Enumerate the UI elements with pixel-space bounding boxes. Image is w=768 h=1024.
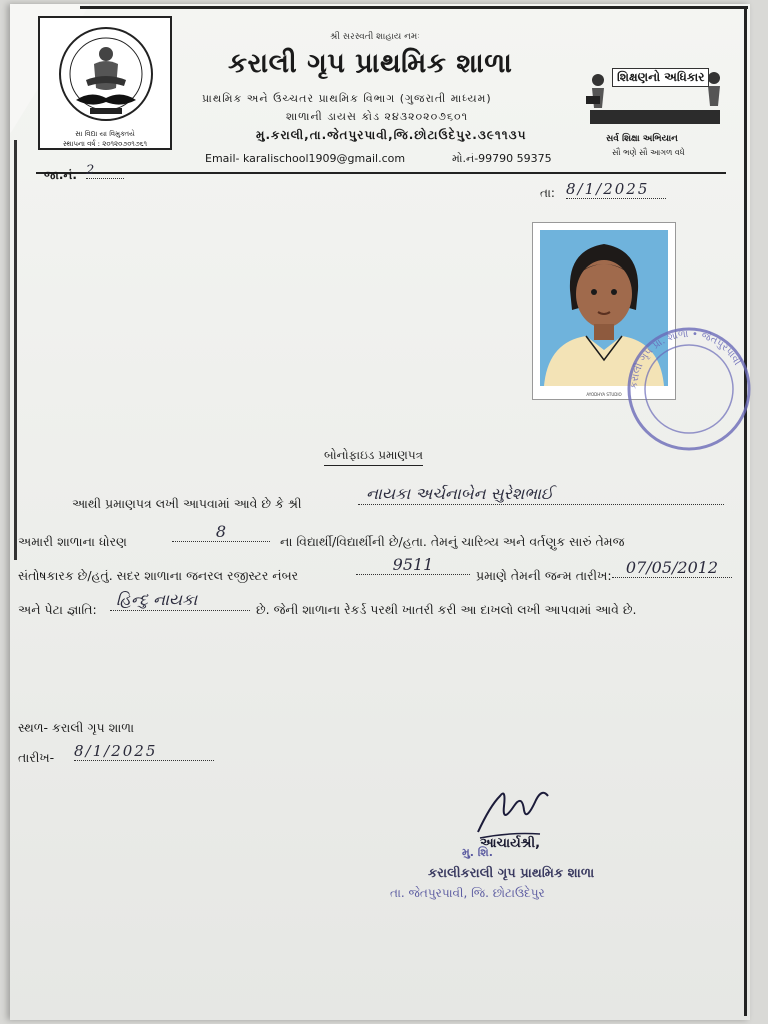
sub-caste: હિન્દુ નાયકા <box>110 590 250 611</box>
photo-studio: AYODHYA STUDIO <box>586 392 622 397</box>
dise-code: શાળાની ડાયસ કોડ ૨૪૩૨૦૨૦૭૬૦૧ <box>286 110 469 123</box>
body-line-1: આથી પ્રમાણપત્ર લખી આપવામાં આવે છે કે શ્રી <box>72 496 302 511</box>
stamp-line-1: મુ. શિ. <box>462 846 493 859</box>
principal-title: આચાર્યશ્રી, <box>480 836 541 851</box>
body-line-4-prefix: અને પેટા જ્ઞાતિ: <box>18 602 97 617</box>
issue-date-label: તા: <box>540 186 555 200</box>
footer-date-label: તારીખ- <box>18 750 55 765</box>
body-line-2-suffix: ના વિદ્યાર્થી/વિદ્યાર્થીની છે/હતા. તેમનું ચારિત્ર્ય અને વર્તણુક સારું તેમજ <box>280 534 625 549</box>
register-number: 9511 <box>356 555 470 575</box>
body-line-3-suffix: પ્રમાણે તેમની જન્મ તારીખ: <box>476 568 612 583</box>
certificate-title: બોનોફાઇડ પ્રમાણપત્ર <box>324 448 423 466</box>
school-mobile: મો.નં-99790 59375 <box>452 152 552 165</box>
saraswati-emblem-icon <box>46 22 166 130</box>
place-text: સ્થળ- કરાલી ગૃપ શાળા <box>18 720 135 735</box>
border-left <box>14 140 17 560</box>
student-standard: 8 <box>172 522 270 542</box>
stamp-line-3: તા. જેતપુરપાવી, જિ. છોટાઉદેપુર <box>390 886 545 900</box>
stamp-line-2: કરાલીકરાલી ગૃપ પ્રાથમિક શાળા <box>428 866 595 881</box>
date-of-birth: 07/05/2012 <box>612 558 732 578</box>
header-divider <box>36 172 726 174</box>
school-address: મુ.કરાલી,તા.જેતપુરપાવી,જિ.છોટાઉદેપુર.૩૯૧૧૩૫ <box>256 128 527 142</box>
seal-text: કરાલી ગૃપ પ્રા. શાળા • જેતપુરપાવી <box>628 328 743 390</box>
school-name: કરાલી ગૃપ પ્રાથમિક શાળા <box>228 48 513 79</box>
ref-number-label: જા.નં. <box>44 168 77 182</box>
student-name: નાયકા અર્ચનાબેન સુરેશભાઈ <box>358 484 724 505</box>
body-line-2-prefix: અમારી શાળાના ધોરણ <box>18 534 127 549</box>
school-email: Email- karalischool1909@gmail.com <box>205 152 406 165</box>
body-line-3-prefix: સંતોષકારક છે/હતું. સદર શાળાના જનરલ રજીસ્ટર નંબર <box>18 568 299 583</box>
ssa-text: સર્વ શિક્ષા અભિયાન <box>606 134 678 144</box>
body-line-4-suffix: છે. જેની શાળાના રેકર્ડ પરથી ખાતરી કરી આ દાખલો લખી આપવામાં આવે છે. <box>256 602 637 617</box>
department-text: પ્રાથમિક અને ઉચ્ચતર પ્રાથમિક વિભાગ (ગુજરાતી માધ્યમ) <box>202 92 492 105</box>
issue-date-value: 8/1/2025 <box>566 180 666 199</box>
school-logo <box>38 16 172 150</box>
rte-bar <box>590 110 720 124</box>
ssa-motto: સૌ ભણે સૌ આગળ વધે <box>612 148 685 157</box>
logo-motto: સા વિદ્યા યા વિમુક્તયે <box>75 130 135 138</box>
logo-established: સ્થાપના વર્ષ : ૨૦૧૨૦૭૦૧૭૬૧ <box>62 140 148 148</box>
rte-title: શિક્ષણનો અધિકાર <box>612 68 709 87</box>
footer-date-value: 8/1/2025 <box>74 742 214 761</box>
invocation-text: શ્રી સરસ્વતી શાહાય નમઃ <box>330 32 420 42</box>
ref-number-value: 2 <box>86 163 124 179</box>
border-top <box>80 6 748 9</box>
school-seal-icon <box>624 324 754 454</box>
border-right <box>744 6 747 1016</box>
